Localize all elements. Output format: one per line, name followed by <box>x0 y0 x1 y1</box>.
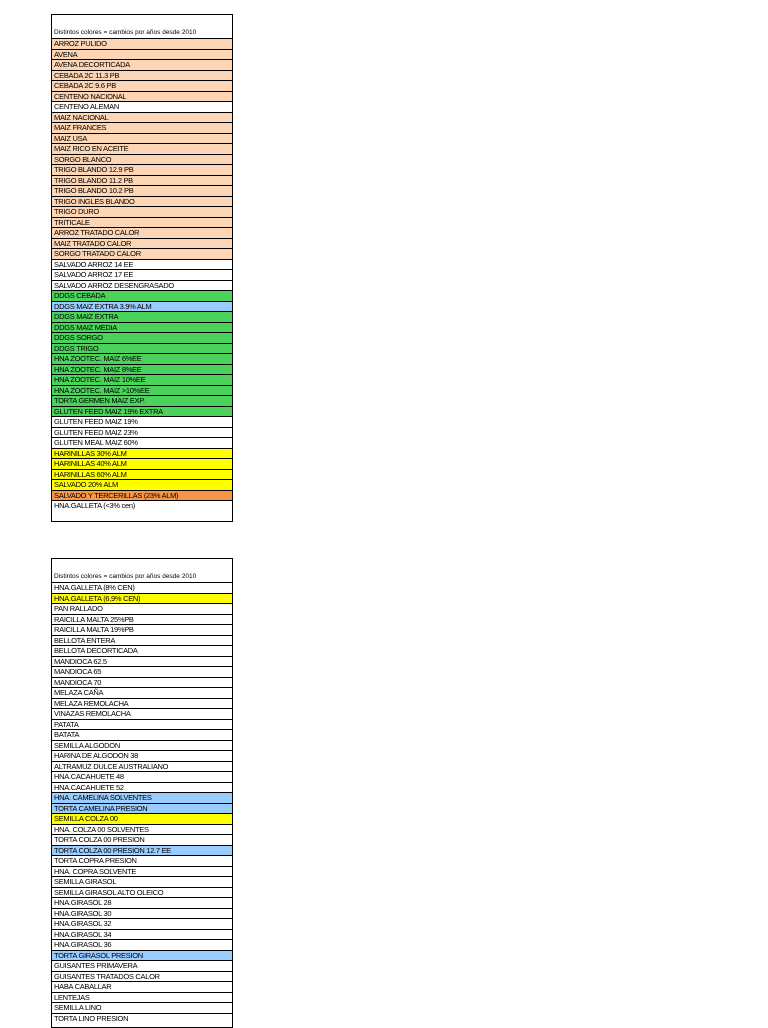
table-row: ARROZ TRATADO CALOR <box>52 227 232 238</box>
table-row: SEMILLA GIRASOL <box>52 876 232 887</box>
table-row: HNA.GIRASOL 30 <box>52 908 232 919</box>
table-row: HNA.GALLETA (6,9% CEN) <box>52 593 232 604</box>
table-row: SALVADO ARROZ 17 EE <box>52 269 232 280</box>
table-row: HNA.GIRASOL 32 <box>52 918 232 929</box>
table-row: DDGS MAIZ EXTRA 3.9% ALM <box>52 301 232 312</box>
table-row: HABA CABALLAR <box>52 981 232 992</box>
table-row: SEMILLA GIRASOL ALTO OLEICO <box>52 887 232 898</box>
feed-table-2 <box>51 558 233 1028</box>
table-row: HNA.GIRASOL 28 <box>52 897 232 908</box>
table-row: TORTA GIRASOL PRESION <box>52 950 232 961</box>
table-rows <box>52 38 232 511</box>
table-row: HNA.GIRASOL 36 <box>52 939 232 950</box>
table-row: SALVADO 20% ALM <box>52 479 232 490</box>
table-row: DDGS MAIZ EXTRA <box>52 311 232 322</box>
table-row: GUISANTES PRIMAVERA <box>52 960 232 971</box>
table-row: HNA ZOOTEC. MAIZ >10%EE <box>52 385 232 396</box>
table-header-note: Distintos colores = cambios por años desde 2010 <box>54 573 197 580</box>
table-row: HNA ZOOTEC. MAIZ 10%EE <box>52 374 232 385</box>
table-row: TRIGO BLANDO 12.9 PB <box>52 164 232 175</box>
table-row: HNA. COPRA SOLVENTE <box>52 866 232 877</box>
table-row: TORTA GERMEN MAIZ EXP. <box>52 395 232 406</box>
table-row: GLUTEN FEED MAIZ 23% <box>52 427 232 438</box>
table-row: HNA.GALLETA (<3% cen) <box>52 500 232 511</box>
table-row: SALVADO ARROZ 14 EE <box>52 259 232 270</box>
table-row: DDGS MAIZ MEDIA <box>52 322 232 333</box>
table-row: RAICILLA MALTA 25%PB <box>52 614 232 625</box>
table-row: ALTRAMUZ DULCE AUSTRALIANO <box>52 761 232 772</box>
table-row: HARINILLAS 40% ALM <box>52 458 232 469</box>
table-row: GLUTEN MEAL MAIZ 60% <box>52 437 232 448</box>
table-row: MAIZ USA <box>52 133 232 144</box>
table-row: ARROZ PULIDO <box>52 38 232 49</box>
table-row: TRIGO BLANDO 10.2 PB <box>52 185 232 196</box>
table-row: MAIZ RICO EN ACEITE <box>52 143 232 154</box>
table-row: PATATA <box>52 719 232 730</box>
table-row: DDGS TRIGO <box>52 343 232 354</box>
table-row: HNA.GALLETA (8% CEN) <box>52 582 232 593</box>
table-row: HNA. COLZA 00 SOLVENTES <box>52 824 232 835</box>
table-row: MANDIOCA 62.5 <box>52 656 232 667</box>
table-row: BATATA <box>52 729 232 740</box>
table-row: TRIGO INGLES BLANDO <box>52 196 232 207</box>
table-row: MELAZA CAÑA <box>52 687 232 698</box>
table-row: SEMILLA COLZA 00 <box>52 813 232 824</box>
table-row: MELAZA REMOLACHA <box>52 698 232 709</box>
table-row: VINAZAS REMOLACHA <box>52 708 232 719</box>
table-row: DDGS CEBADA <box>52 290 232 301</box>
table-row: AVENA DECORTICADA <box>52 59 232 70</box>
table-row: TORTA CAMELINA PRESION <box>52 803 232 814</box>
table-row: DDGS SORGO <box>52 332 232 343</box>
table-row: AVENA <box>52 49 232 60</box>
table-header-note: Distintos colores = cambios por años desde 2010 <box>54 29 197 36</box>
table-row: HARINILLAS 30% ALM <box>52 448 232 459</box>
table-row: TRIGO DURO <box>52 206 232 217</box>
table-row: MANDIOCA 65 <box>52 666 232 677</box>
table-row: BELLOTA ENTERA <box>52 635 232 646</box>
table-row: HNA.GIRASOL 34 <box>52 929 232 940</box>
table-row: TORTA COLZA 00 PRESION 12.7 EE <box>52 845 232 856</box>
table-row: GLUTEN FEED MAIZ 19% EXTRA <box>52 406 232 417</box>
table-row: BELLOTA DECORTICADA <box>52 645 232 656</box>
feed-table-1 <box>51 14 233 522</box>
table-row: LENTEJAS <box>52 992 232 1003</box>
table-row: HARINA DE ALGODON 38 <box>52 750 232 761</box>
table-row: CEBADA 2C 9.6 PB <box>52 80 232 91</box>
table-row: MAIZ NACIONAL <box>52 112 232 123</box>
table-row: SALVADO ARROZ DESENGRASADO <box>52 280 232 291</box>
table-row: MAIZ TRATADO CALOR <box>52 238 232 249</box>
table-row: HNA ZOOTEC. MAIZ 8%EE <box>52 364 232 375</box>
table-row: HNA ZOOTEC. MAIZ 6%EE <box>52 353 232 364</box>
table-row: HNA.CACAHUETE 52 <box>52 782 232 793</box>
table-row: CENTENO NACIONAL <box>52 91 232 102</box>
table-row: SORGO TRATADO CALOR <box>52 248 232 259</box>
table-row: TORTA COPRA PRESION <box>52 855 232 866</box>
table-row: TRITICALE <box>52 217 232 228</box>
table-row: PAN RALLADO <box>52 603 232 614</box>
table-row: SEMILLA ALGODON <box>52 740 232 751</box>
table-row: SEMILLA LINO <box>52 1002 232 1013</box>
table-row: TORTA COLZA 00 PRESION <box>52 834 232 845</box>
table-row: RAICILLA MALTA 19%PB <box>52 624 232 635</box>
table-rows <box>52 582 232 1023</box>
table-row: HARINILLAS 60% ALM <box>52 469 232 480</box>
table-row: MANDIOCA 70 <box>52 677 232 688</box>
table-row: SORGO BLANCO <box>52 154 232 165</box>
table-row: CEBADA 2C 11.3 PB <box>52 70 232 81</box>
table-row: GLUTEN FEED MAIZ 19% <box>52 416 232 427</box>
table-row: CENTENO ALEMAN <box>52 101 232 112</box>
table-row: TRIGO BLANDO 11.2 PB <box>52 175 232 186</box>
table-row: HNA. CAMELINA SOLVENTES <box>52 792 232 803</box>
table-row: TORTA LINO PRESION <box>52 1013 232 1024</box>
table-row: MAIZ FRANCES <box>52 122 232 133</box>
table-row: GUISANTES TRATADOS CALOR <box>52 971 232 982</box>
table-row: SALVADO Y TERCERILLAS (23% ALM) <box>52 490 232 501</box>
table-row: HNA.CACAHUETE 48 <box>52 771 232 782</box>
